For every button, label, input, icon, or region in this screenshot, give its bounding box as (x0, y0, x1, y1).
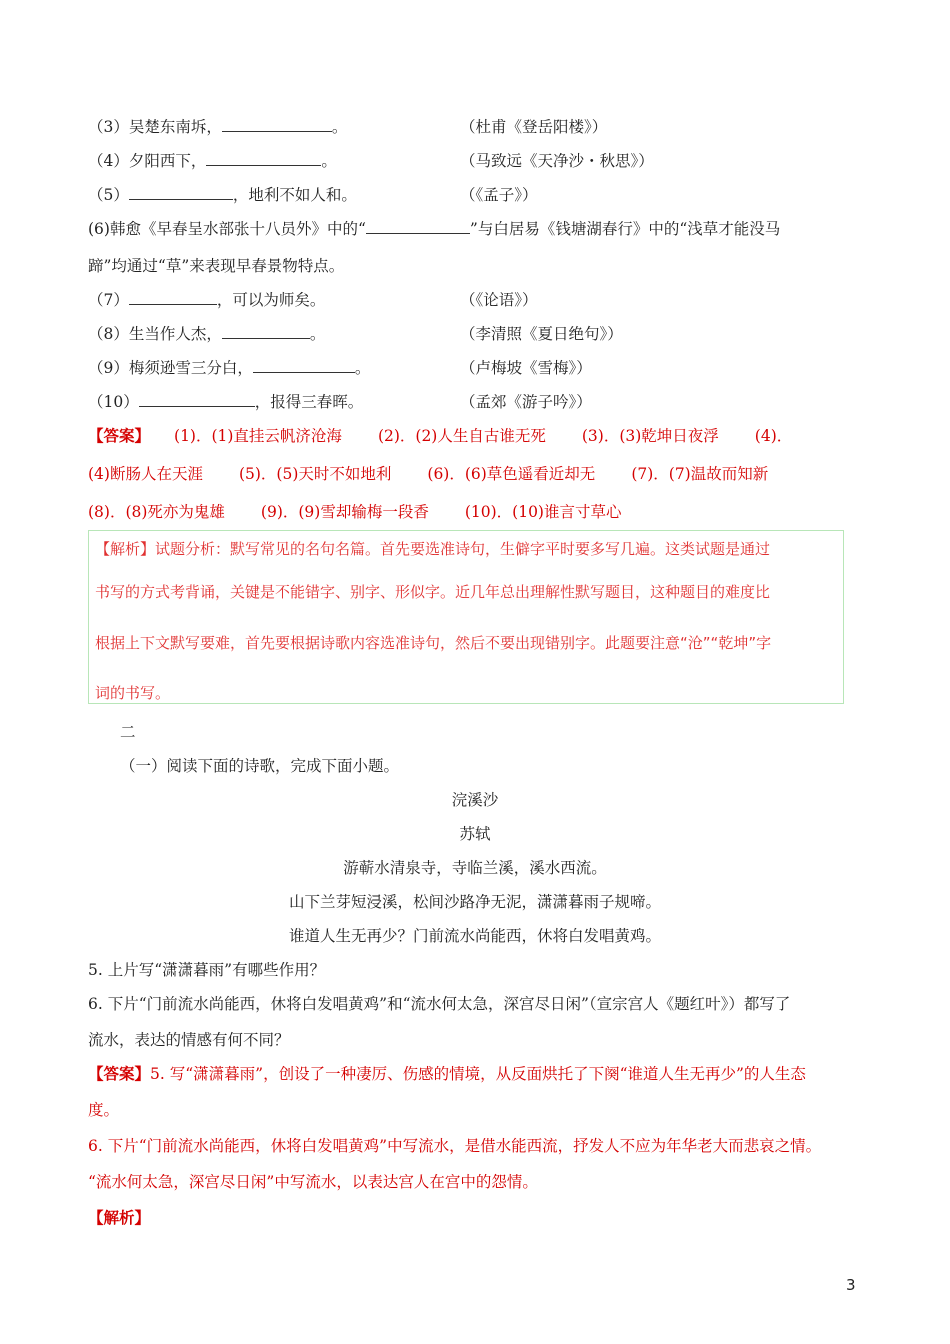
answer-item: (4)断肠人在天涯 (88, 465, 203, 483)
item-text: 。 (309, 325, 326, 343)
answer-item: (7)．(7)温故而知新 (631, 465, 769, 483)
answer-item: (3)．(3)乾坤日夜浮 (581, 427, 719, 445)
answer-tag: 【答案】 (88, 1064, 151, 1083)
item-text: （7） (88, 291, 129, 309)
item-text: （3）吴楚东南坼， (88, 118, 222, 136)
question-6: 6. 下片“门前流水尚能西，休将白发唱黄鸡”和“流水何太急，深宫尽日闲”（宣宗宫人《题红叶》）都写了 (88, 995, 791, 1013)
analysis-box (88, 530, 844, 704)
poem-author: 苏轼 (459, 825, 491, 843)
item-source: （杜甫《登岳阳楼》） (460, 118, 608, 136)
item-text: 蹄”均通过“草”来表现早春景物特点。 (88, 257, 345, 275)
answer-row-3 (88, 502, 621, 522)
item-text: （10） (88, 393, 139, 411)
answer2-6: 6. 下片“门前流水尚能西，休将白发唱黄鸡”中写流水，是借水能西流，抒发人不应为年华老大而悲哀之情。 (88, 1137, 822, 1155)
answer-row-2 (88, 464, 768, 484)
answer-blank (129, 290, 217, 305)
analysis-line: 书写的方式考背诵，关键是不能错字、别字、形似字。近几年总出理解性默写题目，这种题目的难度比 (95, 583, 771, 601)
fill-item-8 (88, 324, 325, 344)
poem-line: 谁道人生无再少？门前流水尚能西，休将白发唱黄鸡。 (288, 927, 661, 945)
answer-text: 5. 写“潇潇暮雨”，创设了一种凄厉、伤感的情境，从反面烘托了下阕“谁道人生无再少”的人生态 (150, 1065, 806, 1083)
question-5: 5. 上片写“潇潇暮雨”有哪些作用？ (88, 961, 326, 979)
answer-blank (222, 324, 310, 339)
analysis-line: 【解析】试题分析：默写常见的名句名篇。首先要选准诗句，生僻字平时要多写几遍。这类试题是通过 (95, 540, 771, 558)
item-source: （《孟子》） (460, 186, 538, 204)
item-text: ，报得三春晖。 (254, 393, 364, 411)
item-text: 。 (321, 152, 337, 170)
answer2-5 (88, 1064, 806, 1084)
fill-item-6 (88, 219, 780, 239)
fill-item-9 (88, 358, 370, 378)
item-source: （马致远《天净沙・秋思》） (460, 152, 654, 170)
fill-item-5 (88, 185, 357, 205)
item-source: （卢梅坡《雪梅》） (460, 359, 592, 377)
section-heading: 二 (120, 723, 136, 741)
item-text: （4）夕阳西下， (88, 152, 207, 170)
fill-item-10 (88, 392, 363, 412)
item-text: （9）梅须逊雪三分白， (88, 359, 253, 377)
answer-blank (366, 219, 470, 234)
answer-item: (2)．(2)人生自古谁无死 (377, 427, 546, 445)
poem-line: 山下兰芽短浸溪，松间沙路净无泥，潇潇暮雨子规啼。 (288, 893, 661, 911)
item-source: （《论语》） (460, 291, 538, 309)
analysis-line: 词的书写。 (95, 684, 171, 702)
analysis-tag: 【解析】 (88, 1208, 151, 1227)
item-text: ”与白居易《钱塘湖春行》中的“浅草才能没马 (469, 220, 781, 238)
answer-item: (1)．(1)直挂云帆济沧海 (174, 427, 342, 445)
answer-blank (206, 151, 321, 166)
answer-row-1 (88, 426, 792, 446)
reading-intro: （一）阅读下面的诗歌，完成下面小题。 (120, 757, 400, 775)
answer-blank (139, 392, 255, 407)
poem-line: 游蕲水清泉寺，寺临兰溪，溪水西流。 (343, 859, 607, 877)
question-6-cont: 流水，表达的情感有何不同？ (88, 1031, 290, 1049)
page-number: 3 (846, 1276, 856, 1294)
answer-tag: 【答案】 (88, 426, 151, 445)
answer-item: (6)．(6)草色遥看近却无 (427, 465, 596, 483)
item-text: （5） (88, 186, 129, 204)
answer-item: (10)．(10)谁言寸草心 (464, 503, 622, 521)
item-text: ，可以为师矣。 (216, 291, 326, 309)
item-source: （李清照《夏日绝句》） (460, 325, 623, 343)
item-text: （8）生当作人杰， (88, 325, 222, 343)
answer-item: (9)．(9)雪却输梅一段香 (260, 503, 429, 521)
answer-text: 度。 (88, 1101, 120, 1119)
answer-item: (5)．(5)天时不如地利 (238, 465, 392, 483)
analysis-line: 根据上下文默写要难，首先要根据诗歌内容选准诗句，然后不要出现错别字。此题要注意“沧”“乾坤”字 (95, 634, 772, 652)
fill-item-3 (88, 117, 347, 137)
answer-item: (4)． (754, 427, 793, 445)
item-text: (6)韩愈《早春呈水部张十八员外》中的“ (88, 220, 366, 238)
answer-blank (129, 185, 233, 200)
poem-title: 浣溪沙 (451, 791, 499, 809)
answer-blank (253, 358, 355, 373)
fill-item-4 (88, 151, 337, 171)
item-text: 。 (331, 118, 348, 136)
answer-text: “流水何太急，深宫尽日闲”中写流水，以表达宫人在宫中的怨情。 (88, 1173, 538, 1191)
fill-item-7 (88, 290, 325, 310)
answer-item: (8)．(8)死亦为鬼雄 (88, 503, 225, 521)
answer-blank (222, 117, 332, 132)
item-source: （孟郊《游子吟》） (460, 393, 592, 411)
item-text: ，地利不如人和。 (232, 186, 357, 204)
item-text: 。 (354, 359, 371, 377)
